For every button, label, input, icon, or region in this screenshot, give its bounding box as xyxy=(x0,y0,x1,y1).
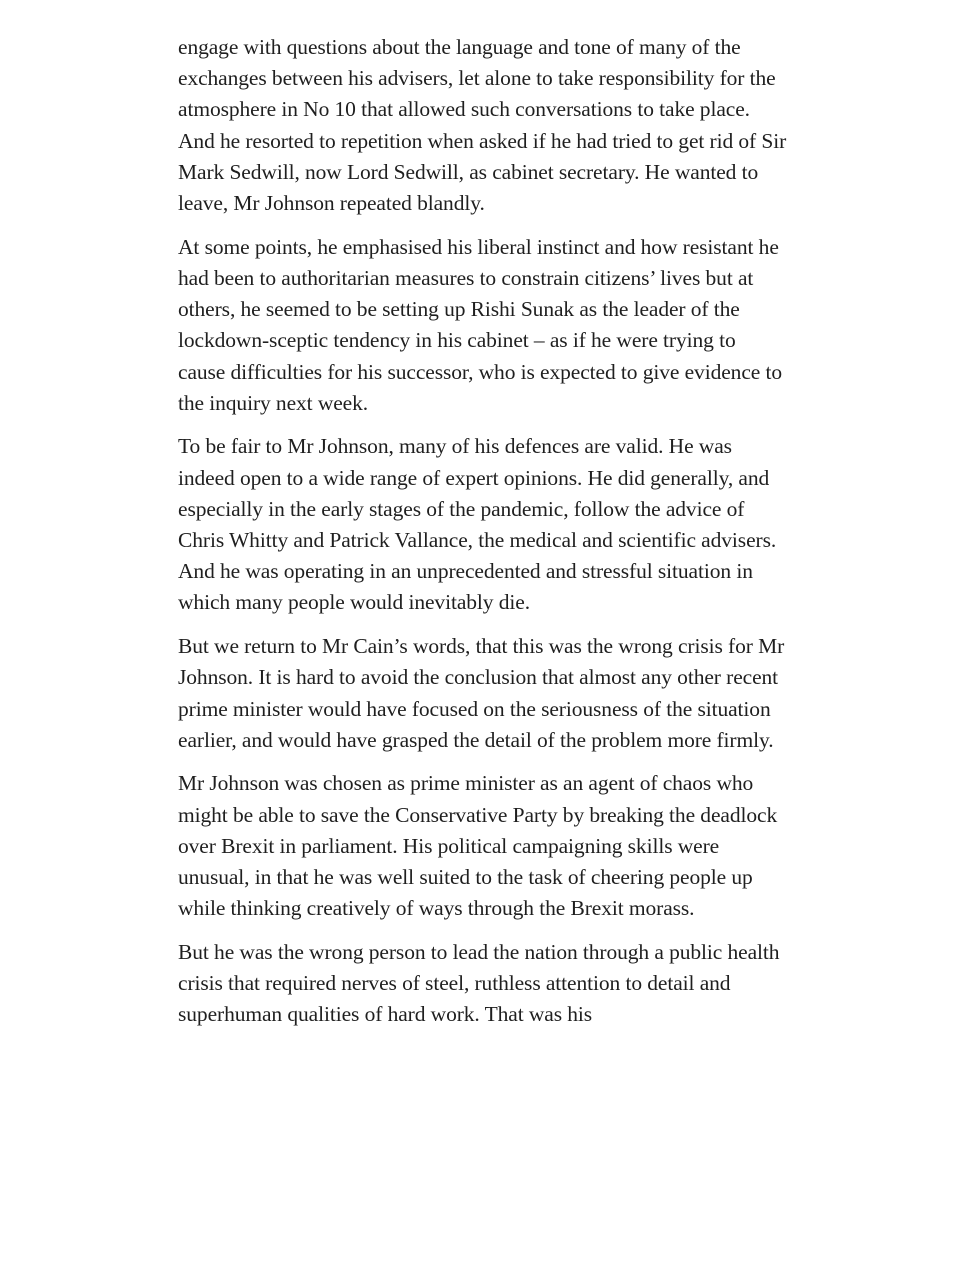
article-body xyxy=(178,32,788,1043)
paragraph: But he was the wrong person to lead the nation through a public health crisis that required nerves of steel, ruthless attention to detail and superhuman qualities of hard work. That was his xyxy=(178,939,780,1027)
paragraph: Mr Johnson was chosen as prime minister as an agent of chaos who might be able to save the Conservative Party by breaking the deadlock over Brexit in parliament. His political campaigning skills were unusual, in that he was well suited to the task of cheering people up while thinking creatively of ways through the Brexit morass. xyxy=(178,771,778,921)
paragraph: engage with questions about the language and tone of many of the exchanges between his advisers, let alone to take responsibility for the atmosphere in No 10 that allowed such conversations to take place. And he resorted to repetition when asked if he had tried to get rid of Sir Mark Sedwill, now Lord Sedwill, as cabinet secretary. He wanted to leave, Mr Johnson repeated blandly. xyxy=(178,35,787,216)
paragraph: But we return to Mr Cain’s words, that this was the wrong crisis for Mr Johnson. It is hard to avoid the conclusion that almost any other recent prime minister would have focused on the seriousness of the situation earlier, and would have grasped the detail of the problem more firmly. xyxy=(178,634,785,752)
paragraph: To be fair to Mr Johnson, many of his defences are valid. He was indeed open to a wide range of expert opinions. He did generally, and especially in the early stages of the pandemic, follow the advice of Chris Whitty and Patrick Vallance, the medical and scientific advisers. And he was operating in an unprecedented and stressful situation in which many people would inevitably die. xyxy=(178,434,777,615)
paragraph: At some points, he emphasised his liberal instinct and how resistant he had been to authoritarian measures to constrain citizens’ lives but at others, he seemed to be setting up Rishi Sunak as the leader of the lockdown-sceptic tendency in his cabinet – as if he were trying to cause difficulties for his successor, who is expected to give evidence to the inquiry next week. xyxy=(178,234,783,415)
